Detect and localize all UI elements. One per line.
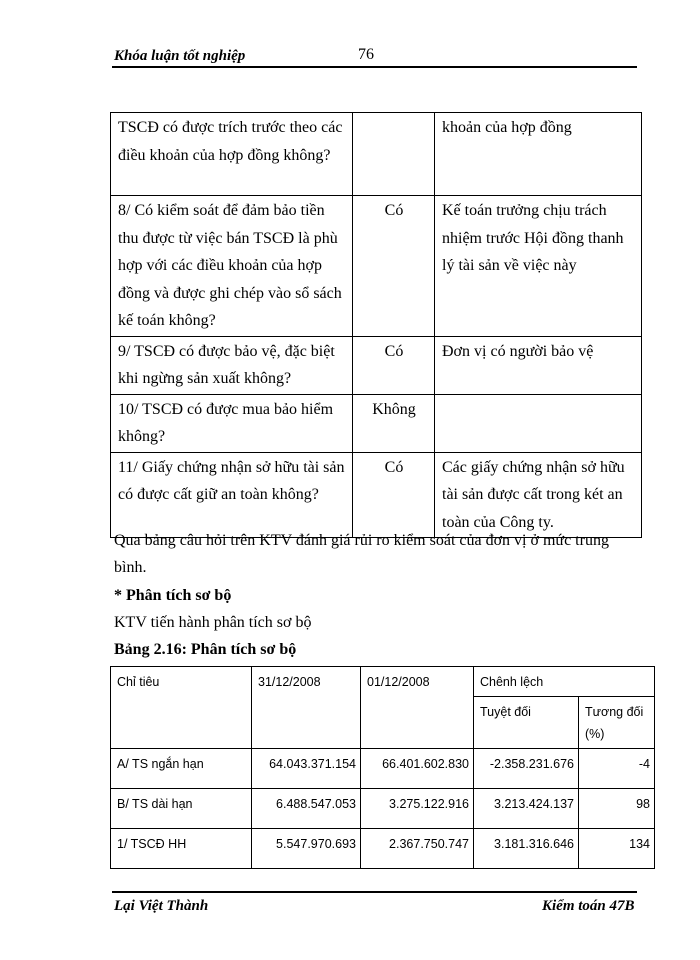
note-cell: Đơn vị có người bảo vệ	[435, 336, 642, 394]
table-header-row	[111, 667, 655, 697]
row-item: B/ TS dài hạn	[111, 789, 252, 829]
header-title: Khóa luận tốt nghiệp	[114, 48, 246, 64]
table-caption: Bảng 2.16: Phân tích sơ bộ	[114, 641, 297, 658]
answer-cell	[353, 113, 435, 196]
row-value-2: 66.401.602.830	[361, 749, 474, 789]
header-absolute: Tuyệt đối	[474, 697, 579, 749]
row-absolute: 3.181.316.646	[474, 829, 579, 869]
row-value-1: 5.547.970.693	[252, 829, 361, 869]
table-row	[111, 336, 642, 394]
answer-cell: Có	[353, 452, 435, 538]
footer-author: Lại Việt Thành	[114, 898, 209, 914]
question-cell: 11/ Giấy chứng nhận sở hữu tài sản có được cất giữ an toàn không?	[111, 452, 353, 538]
row-absolute: -2.358.231.676	[474, 749, 579, 789]
conclusion-paragraph: Qua bảng câu hỏi trên KTV đánh giá rủi ro kiểm soát của đơn vị ở mức trung bình.	[114, 532, 609, 576]
header-relative: Tương đối (%)	[579, 697, 655, 749]
table-row	[111, 113, 642, 196]
row-relative: 134	[579, 829, 655, 869]
section-heading: * Phân tích sơ bộ	[114, 587, 232, 604]
header-date1: 31/12/2008	[252, 667, 361, 749]
table-row	[111, 196, 642, 337]
row-value-2: 2.367.750.747	[361, 829, 474, 869]
table-row	[111, 749, 655, 789]
footer-class: Kiểm toán 47B	[542, 898, 635, 914]
table-row	[111, 829, 655, 869]
answer-cell: Có	[353, 196, 435, 337]
row-absolute: 3.213.424.137	[474, 789, 579, 829]
page-number: 76	[358, 46, 374, 63]
row-value-2: 3.275.122.916	[361, 789, 474, 829]
row-item: A/ TS ngắn hạn	[111, 749, 252, 789]
header-rule	[112, 66, 637, 68]
question-cell: 8/ Có kiểm soát để đảm bảo tiền thu được từ việc bán TSCĐ là phù hợp với các điều khoản của hợp đồng và được ghi chép vào sổ sách kế toán không?	[111, 196, 353, 337]
footer-rule	[112, 891, 637, 893]
answer-cell: Không	[353, 394, 435, 452]
question-cell: 10/ TSCĐ có được mua bảo hiểm không?	[111, 394, 353, 452]
header-difference: Chênh lệch	[474, 667, 655, 697]
table-row	[111, 394, 642, 452]
header-item: Chỉ tiêu	[111, 667, 252, 749]
table-row	[111, 789, 655, 829]
analysis-table	[110, 666, 655, 869]
note-cell: Các giấy chứng nhận sở hữu tài sản được cất trong két an toàn của Công ty.	[435, 452, 642, 538]
row-value-1: 64.043.371.154	[252, 749, 361, 789]
note-cell: Kế toán trưởng chịu trách nhiệm trước Hội đồng thanh lý tài sản về việc này	[435, 196, 642, 337]
answer-cell: Có	[353, 336, 435, 394]
table-row	[111, 452, 642, 538]
row-item: 1/ TSCĐ HH	[111, 829, 252, 869]
question-cell: 9/ TSCĐ có được bảo vệ, đặc biệt khi ngừng sản xuất không?	[111, 336, 353, 394]
row-value-1: 6.488.547.053	[252, 789, 361, 829]
questionnaire-table	[110, 112, 642, 538]
note-cell	[435, 394, 642, 452]
row-relative: -4	[579, 749, 655, 789]
header-date2: 01/12/2008	[361, 667, 474, 749]
question-cell: TSCĐ có được trích trước theo các điều khoản của hợp đồng không?	[111, 113, 353, 196]
note-cell: khoản của hợp đồng	[435, 113, 642, 196]
row-relative: 98	[579, 789, 655, 829]
section-intro: KTV tiến hành phân tích sơ bộ	[114, 614, 312, 631]
